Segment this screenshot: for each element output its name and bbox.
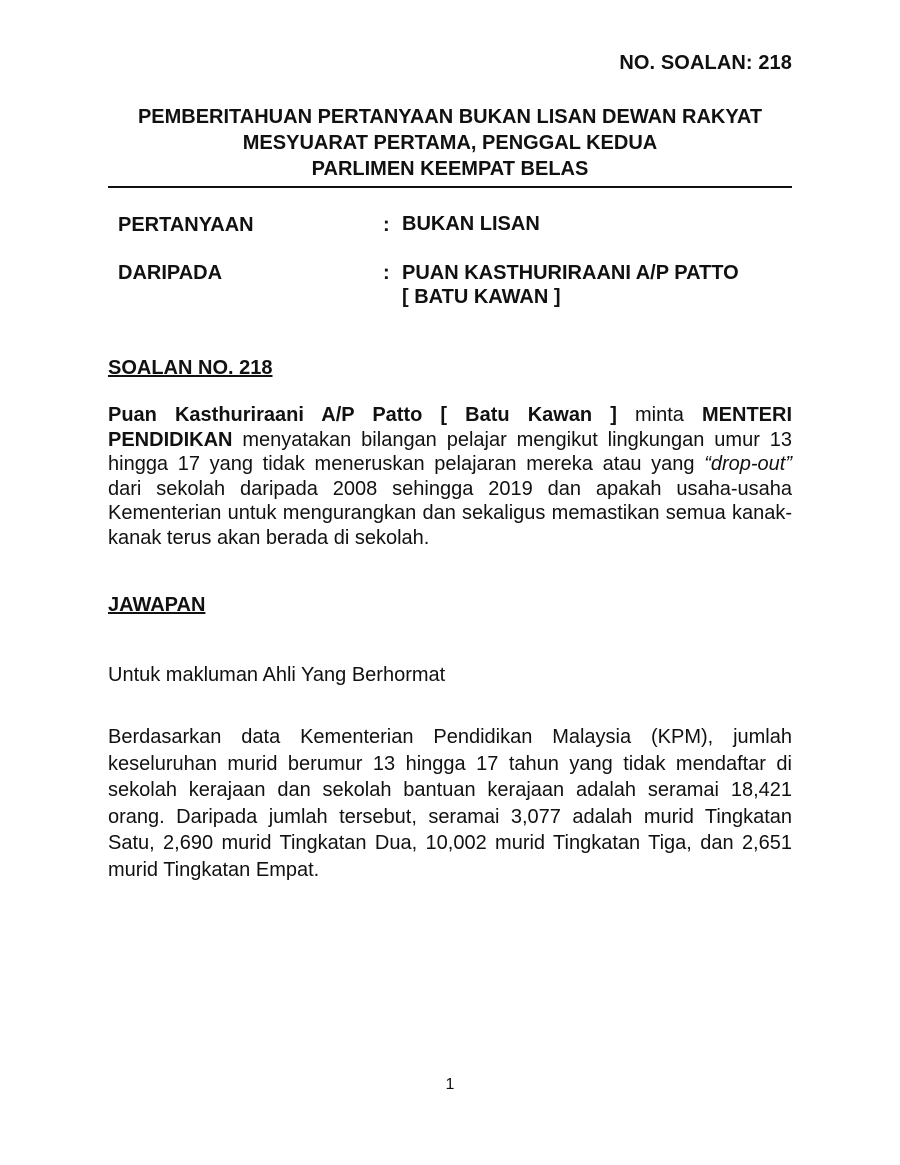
answer-heading: JAWAPAN [108, 594, 206, 616]
document-title [108, 104, 792, 182]
title-line-3: PARLIMEN KEEMPAT BELAS [311, 158, 589, 180]
asker-name: Puan Kasthuriraani A/P Patto [ Batu Kawan ] [108, 404, 617, 426]
from-label: DARIPADA [118, 262, 223, 284]
page-number: 1 [445, 1076, 455, 1093]
from-name: PUAN KASTHURIRAANI A/P PATTO [402, 262, 739, 284]
from-colon: : [383, 262, 390, 284]
question-text-1: minta [616, 404, 702, 426]
question-heading: SOALAN NO. 218 [108, 357, 273, 379]
question-type-colon: : [383, 214, 390, 236]
question-body [108, 403, 792, 550]
question-text-2: menyatakan bilangan pelajar mengikut lingkungan umur 13 hingga 17 yang tidak meneruskan pelajaran mereka atau yang [108, 428, 792, 475]
question-type-value: BUKAN LISAN [402, 213, 540, 235]
answer-greeting: Untuk makluman Ahli Yang Berhormat [108, 664, 446, 686]
question-type-label: PERTANYAAN [118, 214, 254, 236]
minister-name: MENTERI PENDIDIKAN [108, 404, 792, 451]
from-constituency: [ BATU KAWAN ] [402, 286, 561, 308]
from-value [402, 261, 739, 309]
title-line-2: MESYUARAT PERTAMA, PENGGAL KEDUA [242, 132, 658, 154]
title-line-1: PEMBERITAHUAN PERTANYAAN BUKAN LISAN DEWAN RAKYAT [137, 106, 763, 128]
quoted-term: “drop-out” [704, 453, 792, 475]
header-divider [108, 186, 792, 188]
answer-paragraph-1: Berdasarkan data Kementerian Pendidikan Malaysia (KPM), jumlah keseluruhan murid berumur 13 hingga 17 tahun yang tidak mendaftar di sekolah kerajaan dan sekolah bantuan kerajaan adalah seramai 18,421 orang. Daripada jumlah tersebut, seramai 3,077 adalah murid Tingkatan Satu, 2,690 murid Tingkatan Dua, 10,002 murid Tingkatan Tiga, dan 2,651 murid Tingkatan Empat. [108, 726, 792, 881]
question-text-3: dari sekolah daripada 2008 sehingga 2019 dan apakah usaha-usaha Kementerian untuk mengurangkan dan sekaligus memastikan semua kanak-kanak terus akan berada di sekolah. [108, 477, 792, 549]
question-number: NO. SOALAN: 218 [619, 52, 792, 74]
